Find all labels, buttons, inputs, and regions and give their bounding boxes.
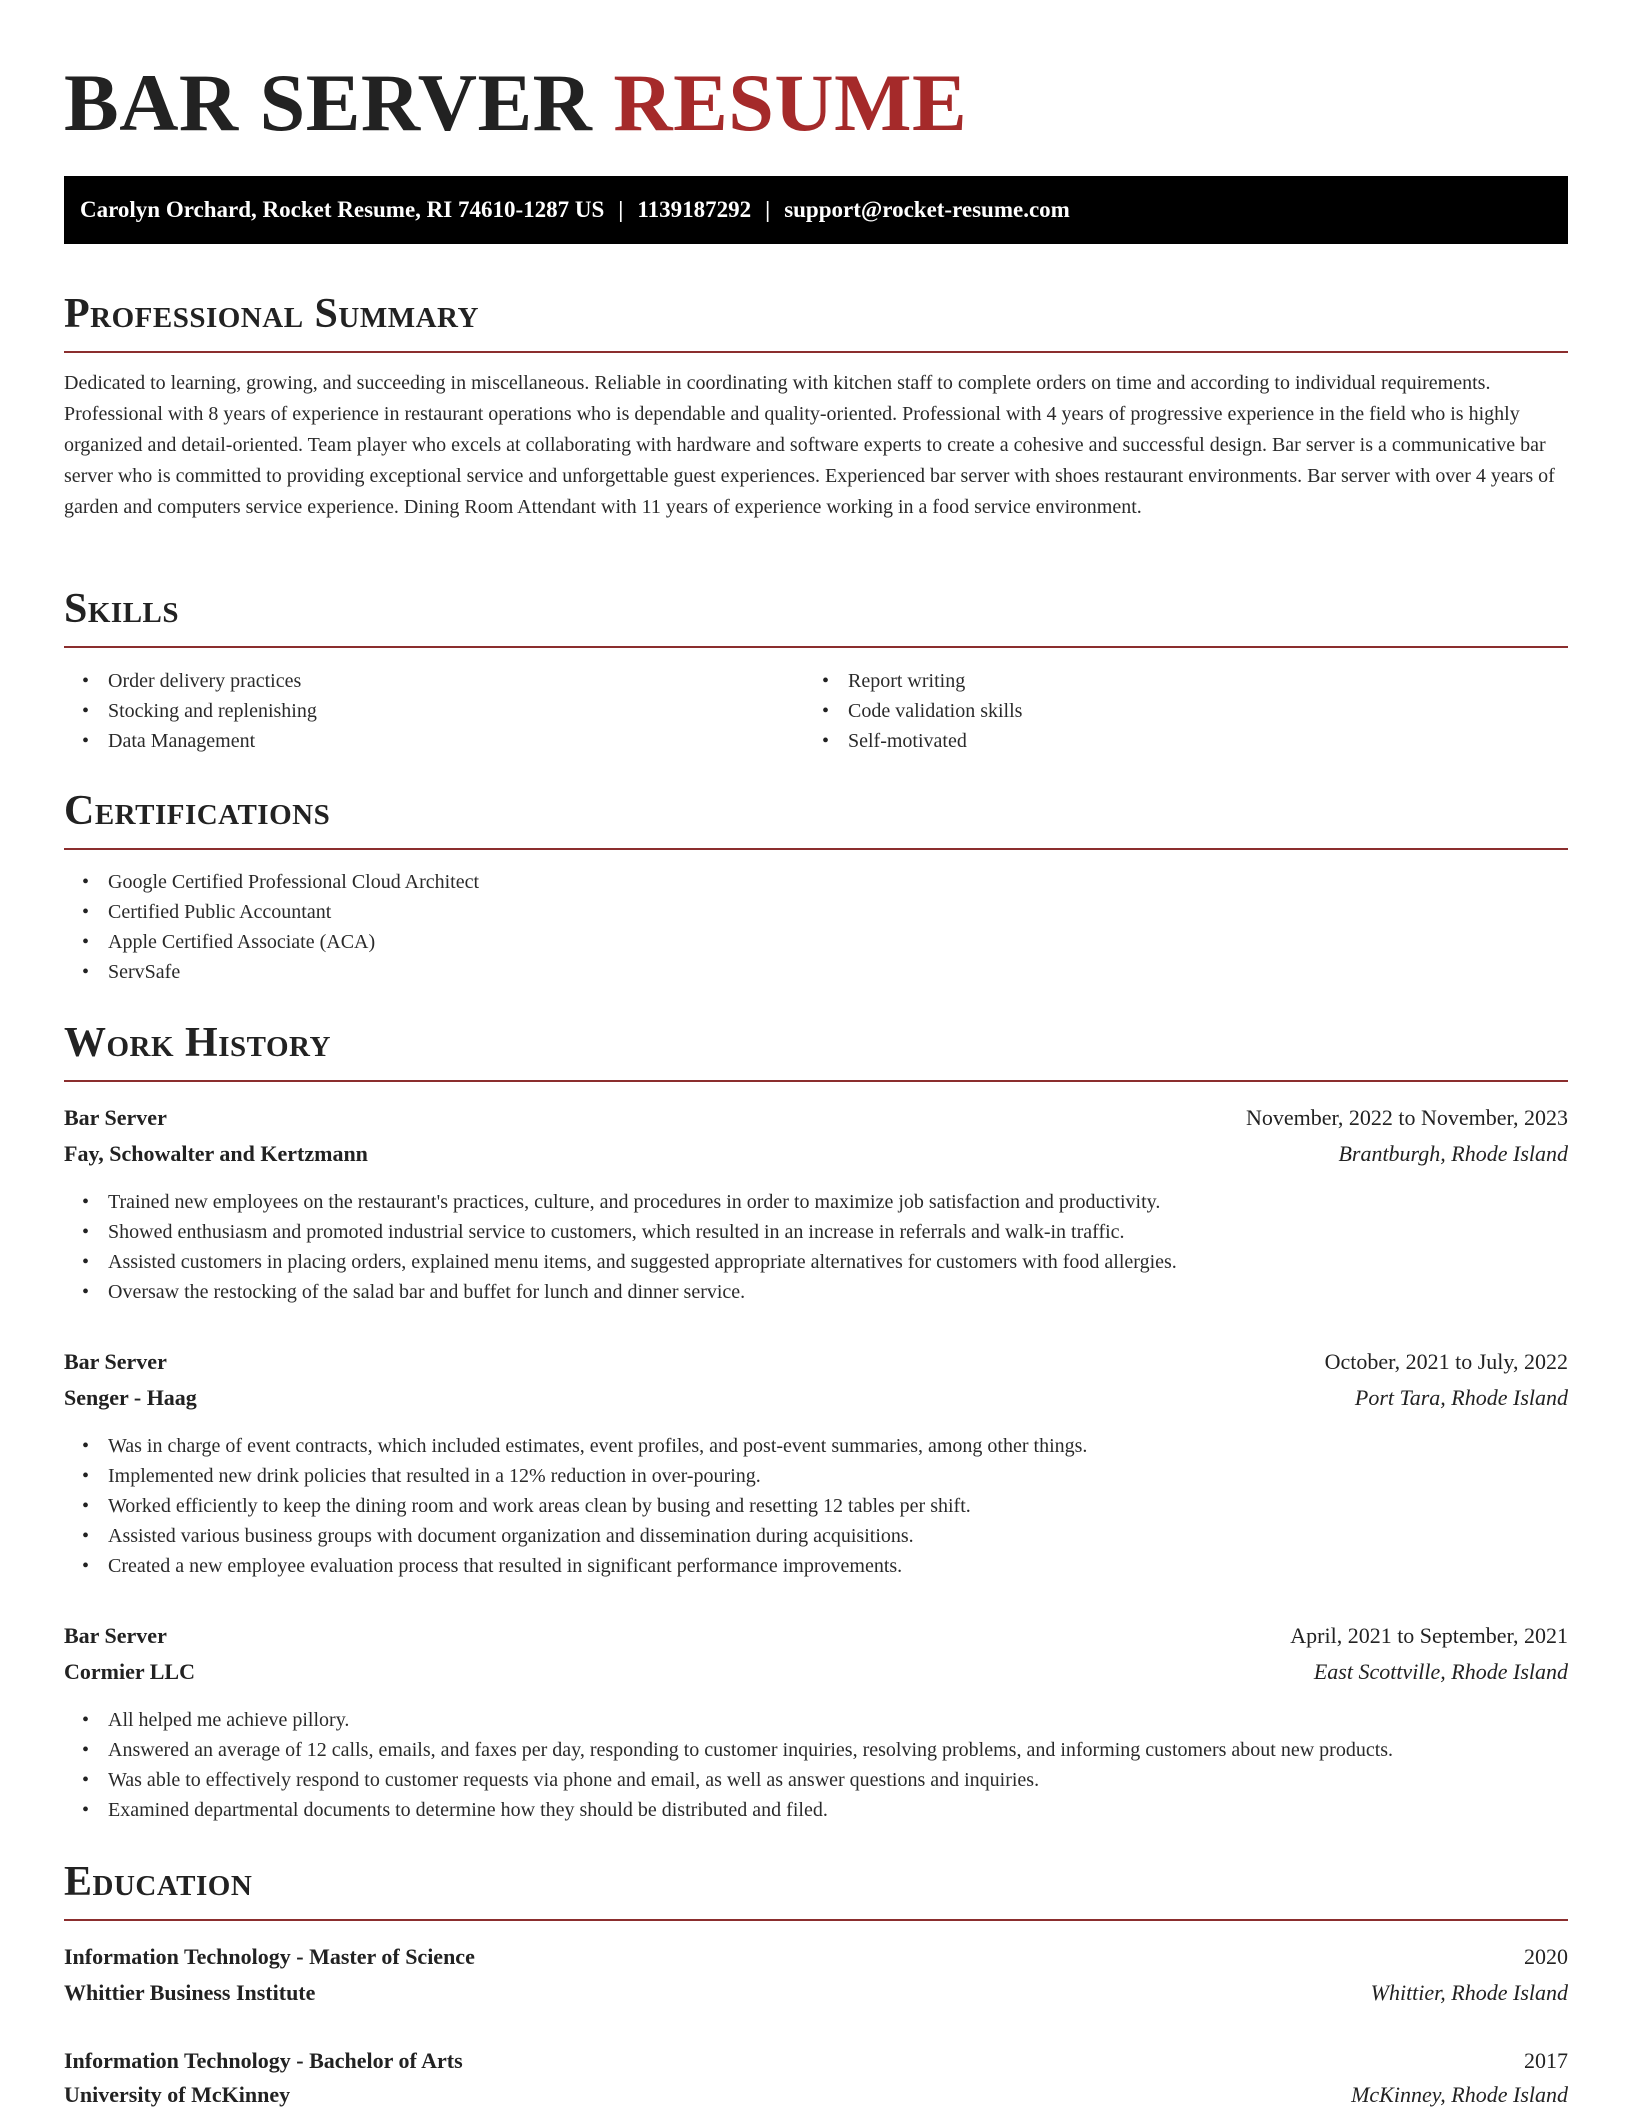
education-degree-row: [64, 1940, 1568, 1974]
job-title-row: [64, 1619, 1568, 1653]
job-location: Port Tara, Rhode Island: [1354, 1385, 1568, 1410]
job-company-row: [64, 1381, 1568, 1415]
education-location: McKinney, Rhode Island: [1351, 2082, 1568, 2107]
job-duty-item: • Showed enthusiasm and promoted industrial service to customers, which resulted in an increase in referrals and walk-in traffic.: [64, 1217, 1568, 1247]
section-heading-work-history: Work History: [64, 1020, 331, 1066]
education-year: 2017: [1524, 2048, 1568, 2073]
job-company: Fay, Schowalter and Kertzmann: [64, 1141, 368, 1166]
section-divider: [64, 351, 1568, 353]
contact-address: Carolyn Orchard, Rocket Resume, RI 74610-1287 US: [80, 197, 605, 222]
job-duty-item: • Assisted various business groups with document organization and dissemination during acquisitions.: [64, 1521, 1568, 1551]
job-duty-item: • Examined departmental documents to determine how they should be distributed and filed.: [64, 1795, 1568, 1825]
skill-item: • Order delivery practices: [64, 666, 804, 696]
job-duty-item: • Assisted customers in placing orders, explained menu items, and suggested appropriate alternatives for customers with food allergies.: [64, 1247, 1568, 1277]
certifications-list: [64, 867, 1568, 987]
education-school-row: [64, 1976, 1568, 2010]
job-title: Bar Server: [64, 1105, 167, 1130]
education-degree: Information Technology - Master of Science: [64, 1944, 475, 1969]
section-divider: [64, 1080, 1568, 1082]
job-title: Bar Server: [64, 1623, 167, 1648]
certifications-section: [64, 786, 1568, 836]
resume-title: [64, 58, 967, 148]
education-year: 2020: [1524, 1944, 1568, 1969]
section-heading-skills: Skills: [64, 586, 180, 632]
section-divider: [64, 646, 1568, 648]
education-school-row: [64, 2078, 1568, 2112]
skills-list-right: [804, 666, 1544, 756]
skill-item: • Code validation skills: [804, 696, 1544, 726]
section-heading-certifications: Certifications: [64, 788, 331, 834]
skill-item: • Stocking and replenishing: [64, 696, 804, 726]
skill-item: • Data Management: [64, 726, 804, 756]
job-duty-item: • Oversaw the restocking of the salad bar and buffet for lunch and dinner service.: [64, 1277, 1568, 1307]
job-title-row: [64, 1101, 1568, 1135]
job-duty-item: • Worked efficiently to keep the dining room and work areas clean by busing and resetting 12 tables per shift.: [64, 1491, 1568, 1521]
education-school: Whittier Business Institute: [64, 1980, 316, 2005]
skill-item: • Report writing: [804, 666, 1544, 696]
contact-bar: [64, 176, 1568, 244]
education-section: [64, 1857, 1568, 1907]
contact-email: support@rocket-resume.com: [784, 197, 1070, 222]
contact-phone: 1139187292: [637, 197, 752, 222]
section-divider: [64, 848, 1568, 850]
summary-text: Dedicated to learning, growing, and succeeding in miscellaneous. Reliable in coordinating with kitchen staff to complete orders on time and according to individual requirements. Professional with 8 years of experience in restaurant operations who is dependable and quality-oriented. Professional with 4 years of progressive experience in the field who is highly organized and detail-oriented. Team player who excels at collaborating with hardware and software experts to create a cohesive and successful design. Bar server is a communicative bar server who is committed to providing exceptional service and unforgettable guest experiences. Experienced bar server with shoes restaurant environments. Bar server with over 4 years of garden and computers service experience. Dining Room Attendant with 11 years of experience working in a food service environment.: [64, 372, 1555, 518]
job-duty-item: • Was able to effectively respond to customer requests via phone and email, as well as answer questions and inquiries.: [64, 1765, 1568, 1795]
certification-item: • Apple Certified Associate (ACA): [64, 927, 1568, 957]
job-location: East Scottville, Rhode Island: [1313, 1659, 1568, 1684]
title-part-primary: BAR SERVER: [64, 57, 593, 148]
job-duties-list: [64, 1431, 1568, 1581]
contact-separator: |: [765, 197, 771, 222]
job-duties-list: [64, 1187, 1568, 1307]
job-dates: November, 2022 to November, 2023: [1245, 1105, 1568, 1130]
job-title-row: [64, 1345, 1568, 1379]
job-duty-item: • Trained new employees on the restaurant's practices, culture, and procedures in order to maximize job satisfaction and productivity.: [64, 1187, 1568, 1217]
section-divider: [64, 1919, 1568, 1921]
certification-item: • ServSafe: [64, 957, 1568, 987]
contact-separator: |: [618, 197, 624, 222]
job-duty-item: • Implemented new drink policies that resulted in a 12% reduction in over-pouring.: [64, 1461, 1568, 1491]
education-location: Whittier, Rhode Island: [1370, 1980, 1568, 2005]
job-duties-list: [64, 1705, 1568, 1825]
work-history-section: [64, 1018, 1568, 1068]
section-heading-education: Education: [64, 1859, 253, 1905]
skills-list-left: [64, 666, 804, 756]
job-dates: October, 2021 to July, 2022: [1324, 1349, 1568, 1374]
job-company: Senger - Haag: [64, 1385, 197, 1410]
education-degree-row: [64, 2044, 1568, 2078]
certification-item: • Certified Public Accountant: [64, 897, 1568, 927]
education-degree: Information Technology - Bachelor of Arts: [64, 2048, 463, 2073]
job-duty-item: • All helped me achieve pillory.: [64, 1705, 1568, 1735]
skills-section: [64, 584, 1568, 634]
job-company: Cormier LLC: [64, 1659, 195, 1684]
job-dates: April, 2021 to September, 2021: [1290, 1623, 1568, 1648]
job-title: Bar Server: [64, 1349, 167, 1374]
job-location: Brantburgh, Rhode Island: [1338, 1141, 1568, 1166]
section-heading-summary: Professional Summary: [64, 291, 479, 337]
title-part-accent: RESUME: [613, 57, 968, 148]
education-school: University of McKinney: [64, 2082, 291, 2107]
job-duty-item: • Created a new employee evaluation process that resulted in significant performance improvements.: [64, 1551, 1568, 1581]
certification-item: • Google Certified Professional Cloud Architect: [64, 867, 1568, 897]
job-duty-item: • Answered an average of 12 calls, emails, and faxes per day, responding to customer inquiries, resolving problems, and informing customers about new products.: [64, 1735, 1568, 1765]
job-company-row: [64, 1137, 1568, 1171]
skill-item: • Self-motivated: [804, 726, 1544, 756]
job-duty-item: • Was in charge of event contracts, which included estimates, event profiles, and post-event summaries, among other things.: [64, 1431, 1568, 1461]
job-company-row: [64, 1655, 1568, 1689]
summary-section: [64, 289, 1568, 339]
